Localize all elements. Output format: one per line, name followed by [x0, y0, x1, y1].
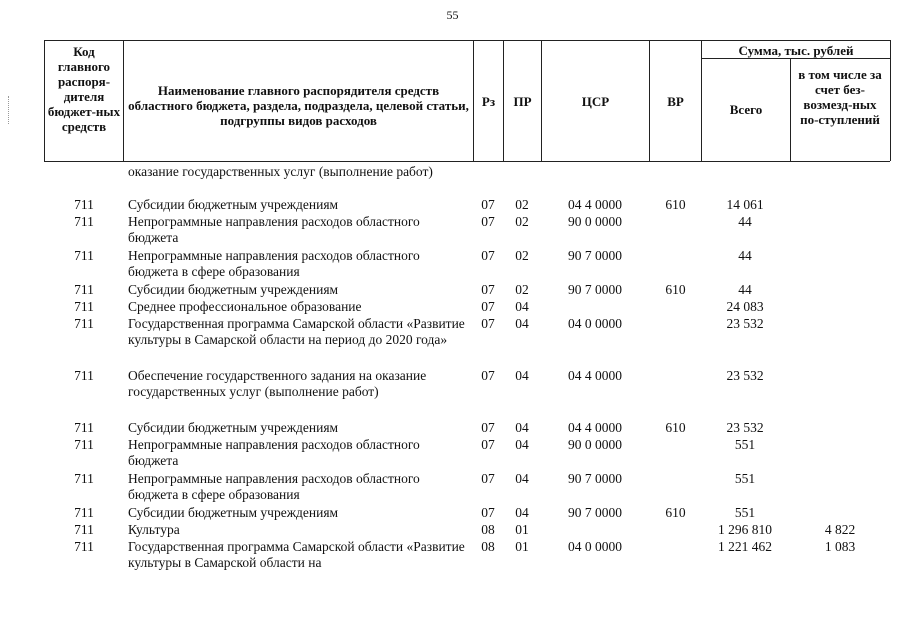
- row-rz: 07: [481, 214, 495, 229]
- row-total: 23 532: [726, 420, 764, 435]
- row-pr: 04: [515, 420, 529, 435]
- row-pr: 01: [515, 522, 529, 537]
- row-code: 711: [74, 420, 94, 435]
- row-pr: 04: [515, 316, 529, 331]
- row-rz: 08: [481, 539, 495, 554]
- header-incl: в том числе за счет без-возмезд-ных по-ступлений: [798, 67, 882, 127]
- row-code: 711: [74, 505, 94, 520]
- col-border: [790, 58, 791, 161]
- row-name: Субсидии бюджетным учреждениям: [128, 505, 339, 520]
- row-name: Субсидии бюджетным учреждениям: [128, 420, 339, 435]
- row-code: 711: [74, 214, 94, 229]
- col-border: [44, 40, 45, 161]
- row-rz: 07: [481, 316, 495, 331]
- row-code: 711: [74, 539, 94, 554]
- row-name: Непрограммные направления расходов областного бюджета в сфере образования: [128, 248, 420, 279]
- row-pr: 02: [515, 214, 529, 229]
- row-csr: 04 0 0000: [568, 316, 622, 331]
- row-pr: 04: [515, 471, 529, 486]
- row-pr: 02: [515, 197, 529, 212]
- row-total: 44: [738, 282, 752, 297]
- row-code: 711: [74, 368, 94, 383]
- row-total: 23 532: [726, 368, 764, 383]
- row-rz: 07: [481, 420, 495, 435]
- row-pr: 04: [515, 299, 529, 314]
- scan-artifact: [8, 96, 11, 124]
- row-csr: 04 0 0000: [568, 539, 622, 554]
- row-total: 551: [734, 505, 756, 520]
- col-border: [701, 40, 702, 161]
- row-name: Обеспечение государственного задания на оказание государственных услуг (выполнение работ): [128, 368, 427, 399]
- row-vr: 610: [665, 282, 686, 297]
- row-name: Государственная программа Самарской области «Развитие культуры в Самарской области на: [128, 539, 465, 570]
- header-pr: ПР: [513, 94, 532, 109]
- row-rz: 07: [481, 368, 495, 383]
- row-name: Непрограммные направления расходов областного бюджета: [128, 437, 420, 468]
- row-code: 711: [74, 299, 94, 314]
- row-code: 711: [74, 471, 94, 486]
- row-name: оказание государственных услуг (выполнение работ): [128, 164, 433, 179]
- row-csr: 90 0 0000: [568, 437, 622, 452]
- row-csr: 90 7 0000: [568, 471, 622, 486]
- row-name: Государственная программа Самарской области «Развитие культуры в Самарской области на период до 2020 года»: [128, 316, 465, 347]
- row-total: 551: [734, 471, 756, 486]
- row-rz: 07: [481, 248, 495, 263]
- header-vr: ВР: [667, 94, 684, 109]
- page-number: 55: [446, 8, 459, 22]
- row-rz: 07: [481, 197, 495, 212]
- row-pr: 04: [515, 437, 529, 452]
- row-csr: 04 4 0000: [568, 420, 622, 435]
- row-code: 711: [74, 437, 94, 452]
- row-incl: 4 822: [824, 522, 856, 537]
- row-rz: 07: [481, 471, 495, 486]
- header-bottom-border: [44, 161, 890, 162]
- sum-group-divider: [701, 58, 890, 59]
- col-border: [890, 40, 891, 161]
- header-top-border: [44, 40, 890, 41]
- row-total: 24 083: [726, 299, 764, 314]
- row-total: 1 221 462: [718, 539, 772, 554]
- row-vr: 610: [665, 420, 686, 435]
- row-name: Непрограммные направления расходов областного бюджета в сфере образования: [128, 471, 420, 502]
- row-pr: 02: [515, 248, 529, 263]
- row-total: 551: [734, 437, 756, 452]
- row-code: 711: [74, 316, 94, 331]
- col-border: [123, 40, 124, 161]
- row-rz: 07: [481, 437, 495, 452]
- row-total: 44: [738, 214, 752, 229]
- header-csr: ЦСР: [581, 94, 610, 109]
- row-csr: 90 7 0000: [568, 282, 622, 297]
- row-rz: 07: [481, 299, 495, 314]
- row-rz: 07: [481, 282, 495, 297]
- row-pr: 02: [515, 282, 529, 297]
- row-code: 711: [74, 282, 94, 297]
- row-pr: 04: [515, 368, 529, 383]
- header-total: Всего: [729, 102, 763, 117]
- row-name: Среднее профессиональное образование: [128, 299, 362, 314]
- row-csr: 90 7 0000: [568, 505, 622, 520]
- row-name: Культура: [128, 522, 180, 537]
- row-vr: 610: [665, 197, 686, 212]
- header-name: Наименование главного распорядителя средств областного бюджета, раздела, подраздела, целевой статьи, подгруппы видов расходов: [128, 83, 469, 128]
- row-name: Непрограммные направления расходов областного бюджета: [128, 214, 420, 245]
- row-name: Субсидии бюджетным учреждениям: [128, 197, 339, 212]
- row-code: 711: [74, 522, 94, 537]
- row-rz: 08: [481, 522, 495, 537]
- row-total: 23 532: [726, 316, 764, 331]
- row-total: 44: [738, 248, 752, 263]
- row-incl: 1 083: [824, 539, 856, 554]
- header-rz: Рз: [481, 94, 496, 109]
- row-code: 711: [74, 197, 94, 212]
- row-pr: 04: [515, 505, 529, 520]
- row-name: Субсидии бюджетным учреждениям: [128, 282, 339, 297]
- row-vr: 610: [665, 505, 686, 520]
- row-csr: 04 4 0000: [568, 368, 622, 383]
- header-code: Код главного распоря-дителя бюджет-ных средств: [47, 44, 121, 134]
- row-code: 711: [74, 248, 94, 263]
- row-total: 14 061: [726, 197, 764, 212]
- row-total: 1 296 810: [718, 522, 772, 537]
- row-rz: 07: [481, 505, 495, 520]
- row-csr: 04 4 0000: [568, 197, 622, 212]
- row-csr: 90 0 0000: [568, 214, 622, 229]
- header-sum-group: Сумма, тыс. рублей: [738, 43, 854, 58]
- row-pr: 01: [515, 539, 529, 554]
- row-csr: 90 7 0000: [568, 248, 622, 263]
